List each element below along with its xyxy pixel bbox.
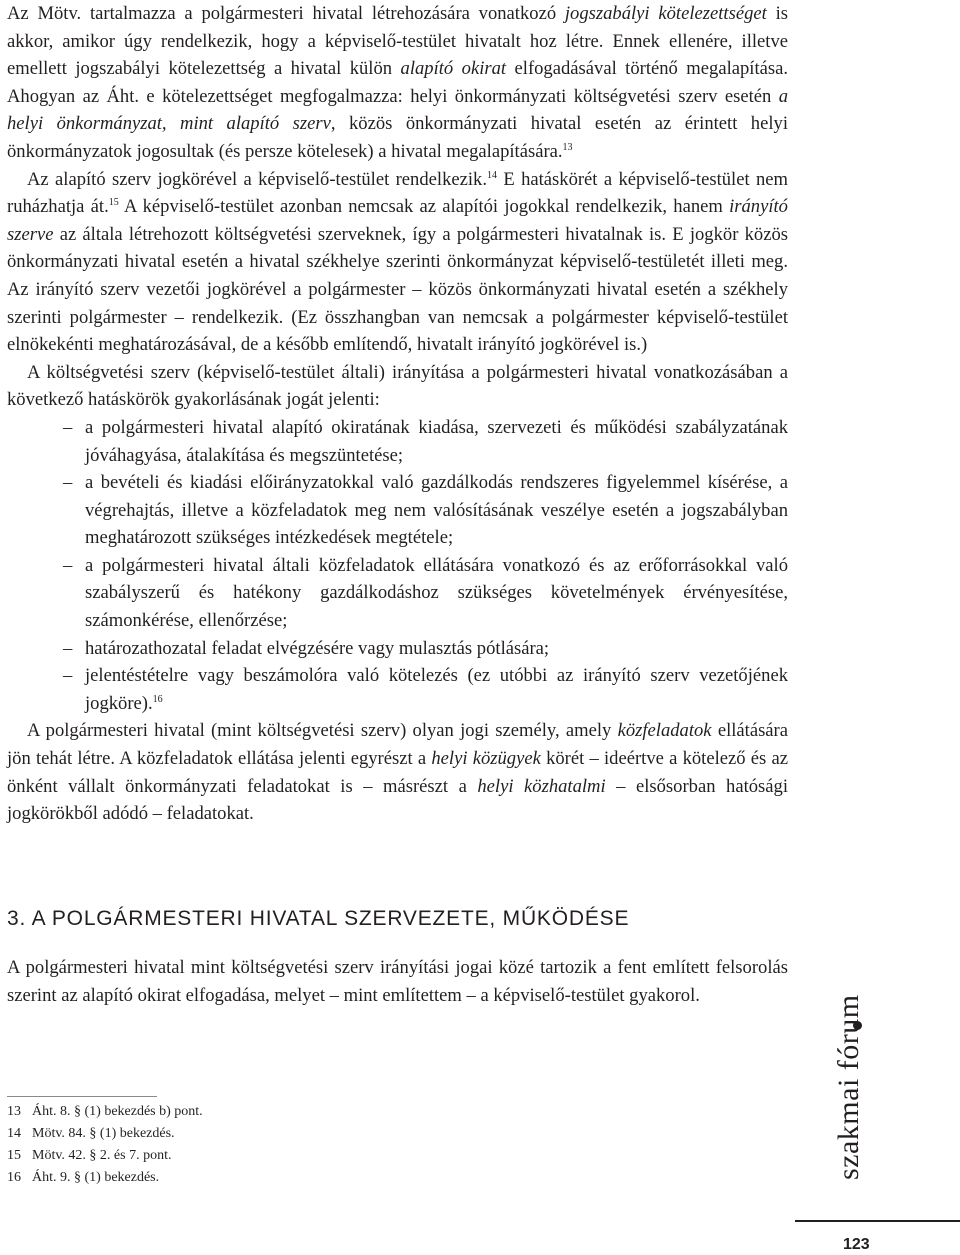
footnote-ref-15: 15 bbox=[108, 197, 119, 209]
text-run: Az alapító szerv jogkörével a képviselő-testület rendelkezik. bbox=[27, 168, 487, 190]
dash-bullet: – bbox=[63, 472, 73, 494]
footnote-text: Áht. 8. § (1) bekezdés b) pont. bbox=[32, 1104, 203, 1119]
italic-run: irányító szerve bbox=[7, 196, 788, 245]
text-run: az általa létrehozott költségvetési szerveknek, így a polgármesteri hivatalnak is. E jogkör közös önkormányzati hivatal esetén a hivatal székhelye szerinti önkormányzat képviselő-testületét illeti meg. Az irányító szerv vezetői jogkörével a polgármester – közös önkormányzati hivatal esetén a székhely szerinti polgármester – rendelkezik. (Ez összhangban van nemcsak a polgármester képviselő-testület elnökekénti meghatározásával, de a később említendő, hivatalt irányító jogkörével is.) bbox=[7, 223, 788, 356]
footnote-text: Mötv. 42. § 2. és 7. pont. bbox=[32, 1148, 172, 1163]
footnote-number: 15 bbox=[7, 1148, 21, 1163]
paragraph-1 bbox=[7, 0, 788, 166]
italic-run: a helyi önkormányzat, mint alapító szerv bbox=[7, 85, 788, 135]
footnote-ref-14: 14 bbox=[486, 169, 497, 181]
list-item-text: a polgármesteri hivatal általi közfeladatok ellátására vonatkozó és az erőforrásokkal való szabályszerű és hatékony gazdálkodáshoz szükséges követelmények érvényesítése, számonkérése, ellenőrzése; bbox=[85, 554, 788, 632]
dash-bullet: – bbox=[63, 554, 73, 576]
list-item bbox=[7, 635, 788, 663]
dash-bullet: – bbox=[63, 416, 73, 438]
dash-bullet: – bbox=[63, 665, 73, 687]
footnote-item bbox=[7, 1101, 507, 1123]
footnote-divider bbox=[7, 1096, 157, 1097]
footnote-ref-13: 13 bbox=[562, 141, 573, 153]
footnote-item bbox=[7, 1167, 507, 1189]
text-run: , közös önkormányzati hivatal esetén az érintett helyi önkormányzatok jogosultak (és persze kötelesek) a hivatal megalapítására. bbox=[7, 113, 788, 162]
footnote-item bbox=[7, 1145, 507, 1167]
section-paragraph: A polgármesteri hivatal mint költségvetési szerv irányítási jogai közé tartozik a fent említett felsorolás szerint az alapító okirat elfogadása, melyet – mint említettem – a képviselő-testület gyakorol. bbox=[7, 957, 788, 1006]
footnote-item bbox=[7, 1123, 507, 1145]
italic-run: helyi közhatalmi bbox=[477, 775, 606, 797]
text-run: E hatáskörét a képviselő-testület nem ruházhatja át. bbox=[7, 168, 788, 218]
italic-run: jogszabályi kötelezettséget bbox=[564, 3, 767, 24]
text-run: elfogadásával történő megalapítása. Ahogyan az Áht. e kötelezettséget megfogalmazza: helyi önkormányzati költségvetési szerv esetén bbox=[7, 58, 789, 107]
text-run: A polgármesteri hivatal (mint költségvetési szerv) olyan jogi személy, amely bbox=[27, 720, 618, 742]
text-run: Az Mötv. tartalmazza a polgármesteri hivatal létrehozására vonatkozó bbox=[7, 3, 565, 24]
page-number-rule bbox=[795, 1220, 960, 1222]
footnote-number: 14 bbox=[7, 1126, 21, 1141]
paragraph-3: A költségvetési szerv (képviselő-testület általi) irányítása a polgármesteri hivatal vonatkozásában a következő hatáskörök gyakorlásának jogát jelenti: bbox=[7, 361, 788, 411]
italic-run: helyi közügyek bbox=[431, 748, 541, 770]
main-body-text bbox=[7, 0, 788, 828]
list-item bbox=[7, 662, 788, 717]
text-run: is akkor, amikor úgy rendelkezik, hogy a képviselő-testület hivatalt hoz létre. Ennek ellenére, illetve emellett jogszabályi kötelezettség a hivatal külön bbox=[7, 3, 788, 80]
list-item-text: a polgármesteri hivatal alapító okiratának kiadása, szervezeti és működési szabályzatának jóváhagyása, átalakítása és megszüntetése; bbox=[85, 416, 788, 466]
section-heading: 3. A POLGÁRMESTERI HIVATAL SZERVEZETE, MŰKÖDÉSE bbox=[7, 907, 630, 930]
footnote-text: Mötv. 84. § (1) bekezdés. bbox=[32, 1126, 175, 1141]
italic-run: közfeladatok bbox=[617, 720, 712, 742]
text-run: körét – ideértve a kötelező és az önként vállalt önkormányzati feladatokat is – másrészt a bbox=[7, 748, 788, 797]
list-item-text: határozathozatal feladat elvégzésére vagy mulasztás pótlására; bbox=[85, 637, 550, 659]
list-item bbox=[7, 552, 788, 635]
text-run: ellátására jön tehát létre. A közfeladatok ellátása jelenti egyrészt a bbox=[7, 720, 789, 770]
list-item bbox=[7, 414, 788, 469]
footnotes bbox=[7, 1101, 507, 1189]
list-item bbox=[7, 469, 788, 552]
footnote-number: 13 bbox=[7, 1104, 21, 1119]
page-number: 123 bbox=[843, 1236, 870, 1253]
section-sidebar-label: szakmai fórum bbox=[832, 994, 865, 1180]
paragraph-2 bbox=[7, 166, 788, 359]
footnote-ref-16: 16 bbox=[152, 693, 163, 705]
paragraph-4 bbox=[7, 717, 788, 827]
list-item-text: a bevételi és kiadási előirányzatokkal való gazdálkodás rendszeres figyelemmel kísérése, a végrehajtás, illetve a közfeladatok meg nem valósításának veszélye esetén a jogszabályban meghatározott szükséges intézkedések megtétele; bbox=[85, 472, 788, 549]
footnote-text: Áht. 9. § (1) bekezdés. bbox=[32, 1170, 160, 1185]
text-run: A képviselő-testület azonban nemcsak az alapítói jogokkal rendelkezik, hanem bbox=[118, 196, 730, 218]
dash-bullet: – bbox=[63, 637, 73, 659]
footnote-number: 16 bbox=[7, 1170, 21, 1185]
list-item-text: jelentéstételre vagy beszámolóra való kötelezés (ez utóbbi az irányító szerv vezetőjének jogköre). bbox=[85, 665, 788, 714]
text-run: – elsősorban hatósági jogkörökből adódó – feladatokat. bbox=[7, 775, 788, 825]
italic-run: alapító okirat bbox=[400, 58, 507, 80]
competence-list bbox=[7, 414, 788, 718]
